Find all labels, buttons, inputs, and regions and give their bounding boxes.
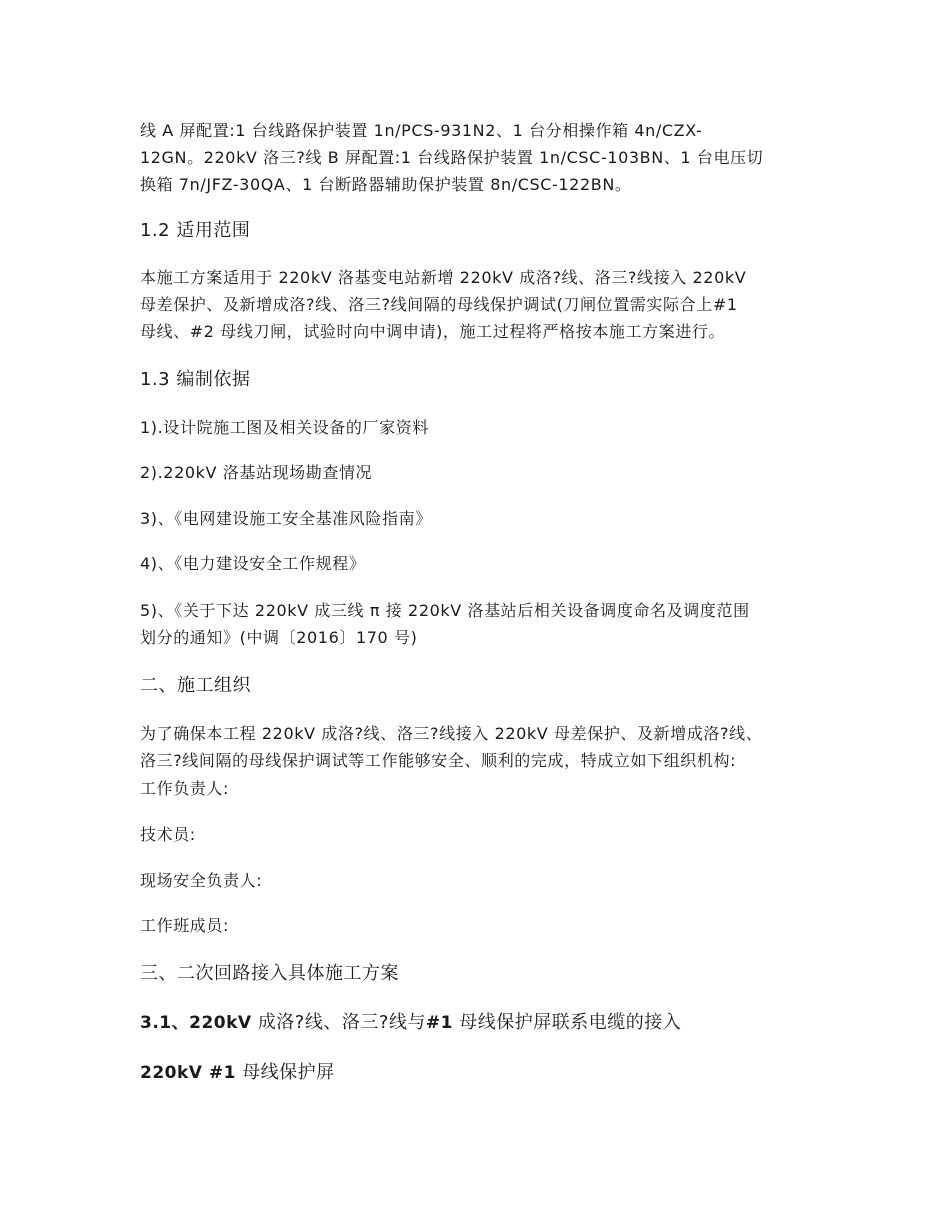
reference-item-4: 4)、《电力建设安全工作规程》 bbox=[140, 554, 366, 573]
reference-item-3: 3)、《电网建设施工安全基准风险指南》 bbox=[140, 509, 432, 528]
section-2-line-2: 洛三?线间隔的母线保护调试等工作能够安全、顺利的完成，特成立如下组织机构: bbox=[140, 751, 737, 770]
section-1-2-heading: 1.2 适用范围 bbox=[140, 220, 251, 241]
section-3-1-bold-busbar: #1 bbox=[425, 1013, 453, 1033]
role-work-leader: 工作负责人: bbox=[140, 779, 229, 798]
reference-item-5-line-2: 划分的通知》(中调〔2016〕170 号) bbox=[140, 628, 418, 647]
panel-title-bold: 220kV #1 bbox=[140, 1063, 236, 1083]
section-3-heading: 三、二次回路接入具体施工方案 bbox=[140, 963, 399, 984]
intro-line-2: 12GN。220kV 洛三?线 B 屏配置:1 台线路保护装置 1n/CSC-103BN、1 台电压切 bbox=[140, 148, 764, 167]
intro-line-1: 线 A 屏配置:1 台线路保护装置 1n/PCS-931N2、1 台分相操作箱 4n/CZX- bbox=[140, 121, 703, 140]
section-1-2-line-2: 母差保护、及新增成洛?线、洛三?线间隔的母线保护调试(刀闸位置需实际合上#1 bbox=[140, 295, 738, 314]
role-technician: 技术员: bbox=[140, 825, 196, 844]
role-safety-leader: 现场安全负责人: bbox=[140, 871, 263, 890]
role-team-members: 工作班成员: bbox=[140, 916, 229, 935]
intro-line-3: 换箱 7n/JFZ-30QA、1 台断路器辅助保护装置 8n/CSC-122BN。 bbox=[140, 175, 632, 194]
section-1-2-line-1: 本施工方案适用于 220kV 洛基变电站新增 220kV 成洛?线、洛三?线接入 220kV bbox=[140, 268, 747, 287]
section-3-1-heading bbox=[140, 1013, 681, 1033]
panel-title bbox=[140, 1063, 335, 1083]
section-1-3-heading: 1.3 编制依据 bbox=[140, 369, 251, 390]
reference-item-2: 2).220kV 洛基站现场勘查情况 bbox=[140, 463, 373, 482]
section-3-1-text-a: 成洛?线、洛三?线与 bbox=[257, 1012, 426, 1033]
reference-item-5-line-1: 5)、《关于下达 220kV 成三线 π 接 220kV 洛基站后相关设备调度命名及调度范围 bbox=[140, 601, 750, 620]
panel-title-text: 母线保护屏 bbox=[242, 1062, 335, 1083]
section-2-heading: 二、施工组织 bbox=[140, 675, 251, 696]
section-3-1-bold-prefix: 3.1、220kV bbox=[140, 1013, 252, 1033]
section-2-line-1: 为了确保本工程 220kV 成洛?线、洛三?线接入 220kV 母差保护、及新增成洛?线、 bbox=[140, 724, 763, 743]
reference-item-1: 1).设计院施工图及相关设备的厂家资料 bbox=[140, 418, 429, 437]
section-3-1-text-b: 母线保护屏联系电缆的接入 bbox=[459, 1012, 682, 1033]
section-1-2-line-3: 母线、#2 母线刀闸，试验时向中调申请)，施工过程将严格按本施工方案进行。 bbox=[140, 322, 726, 341]
